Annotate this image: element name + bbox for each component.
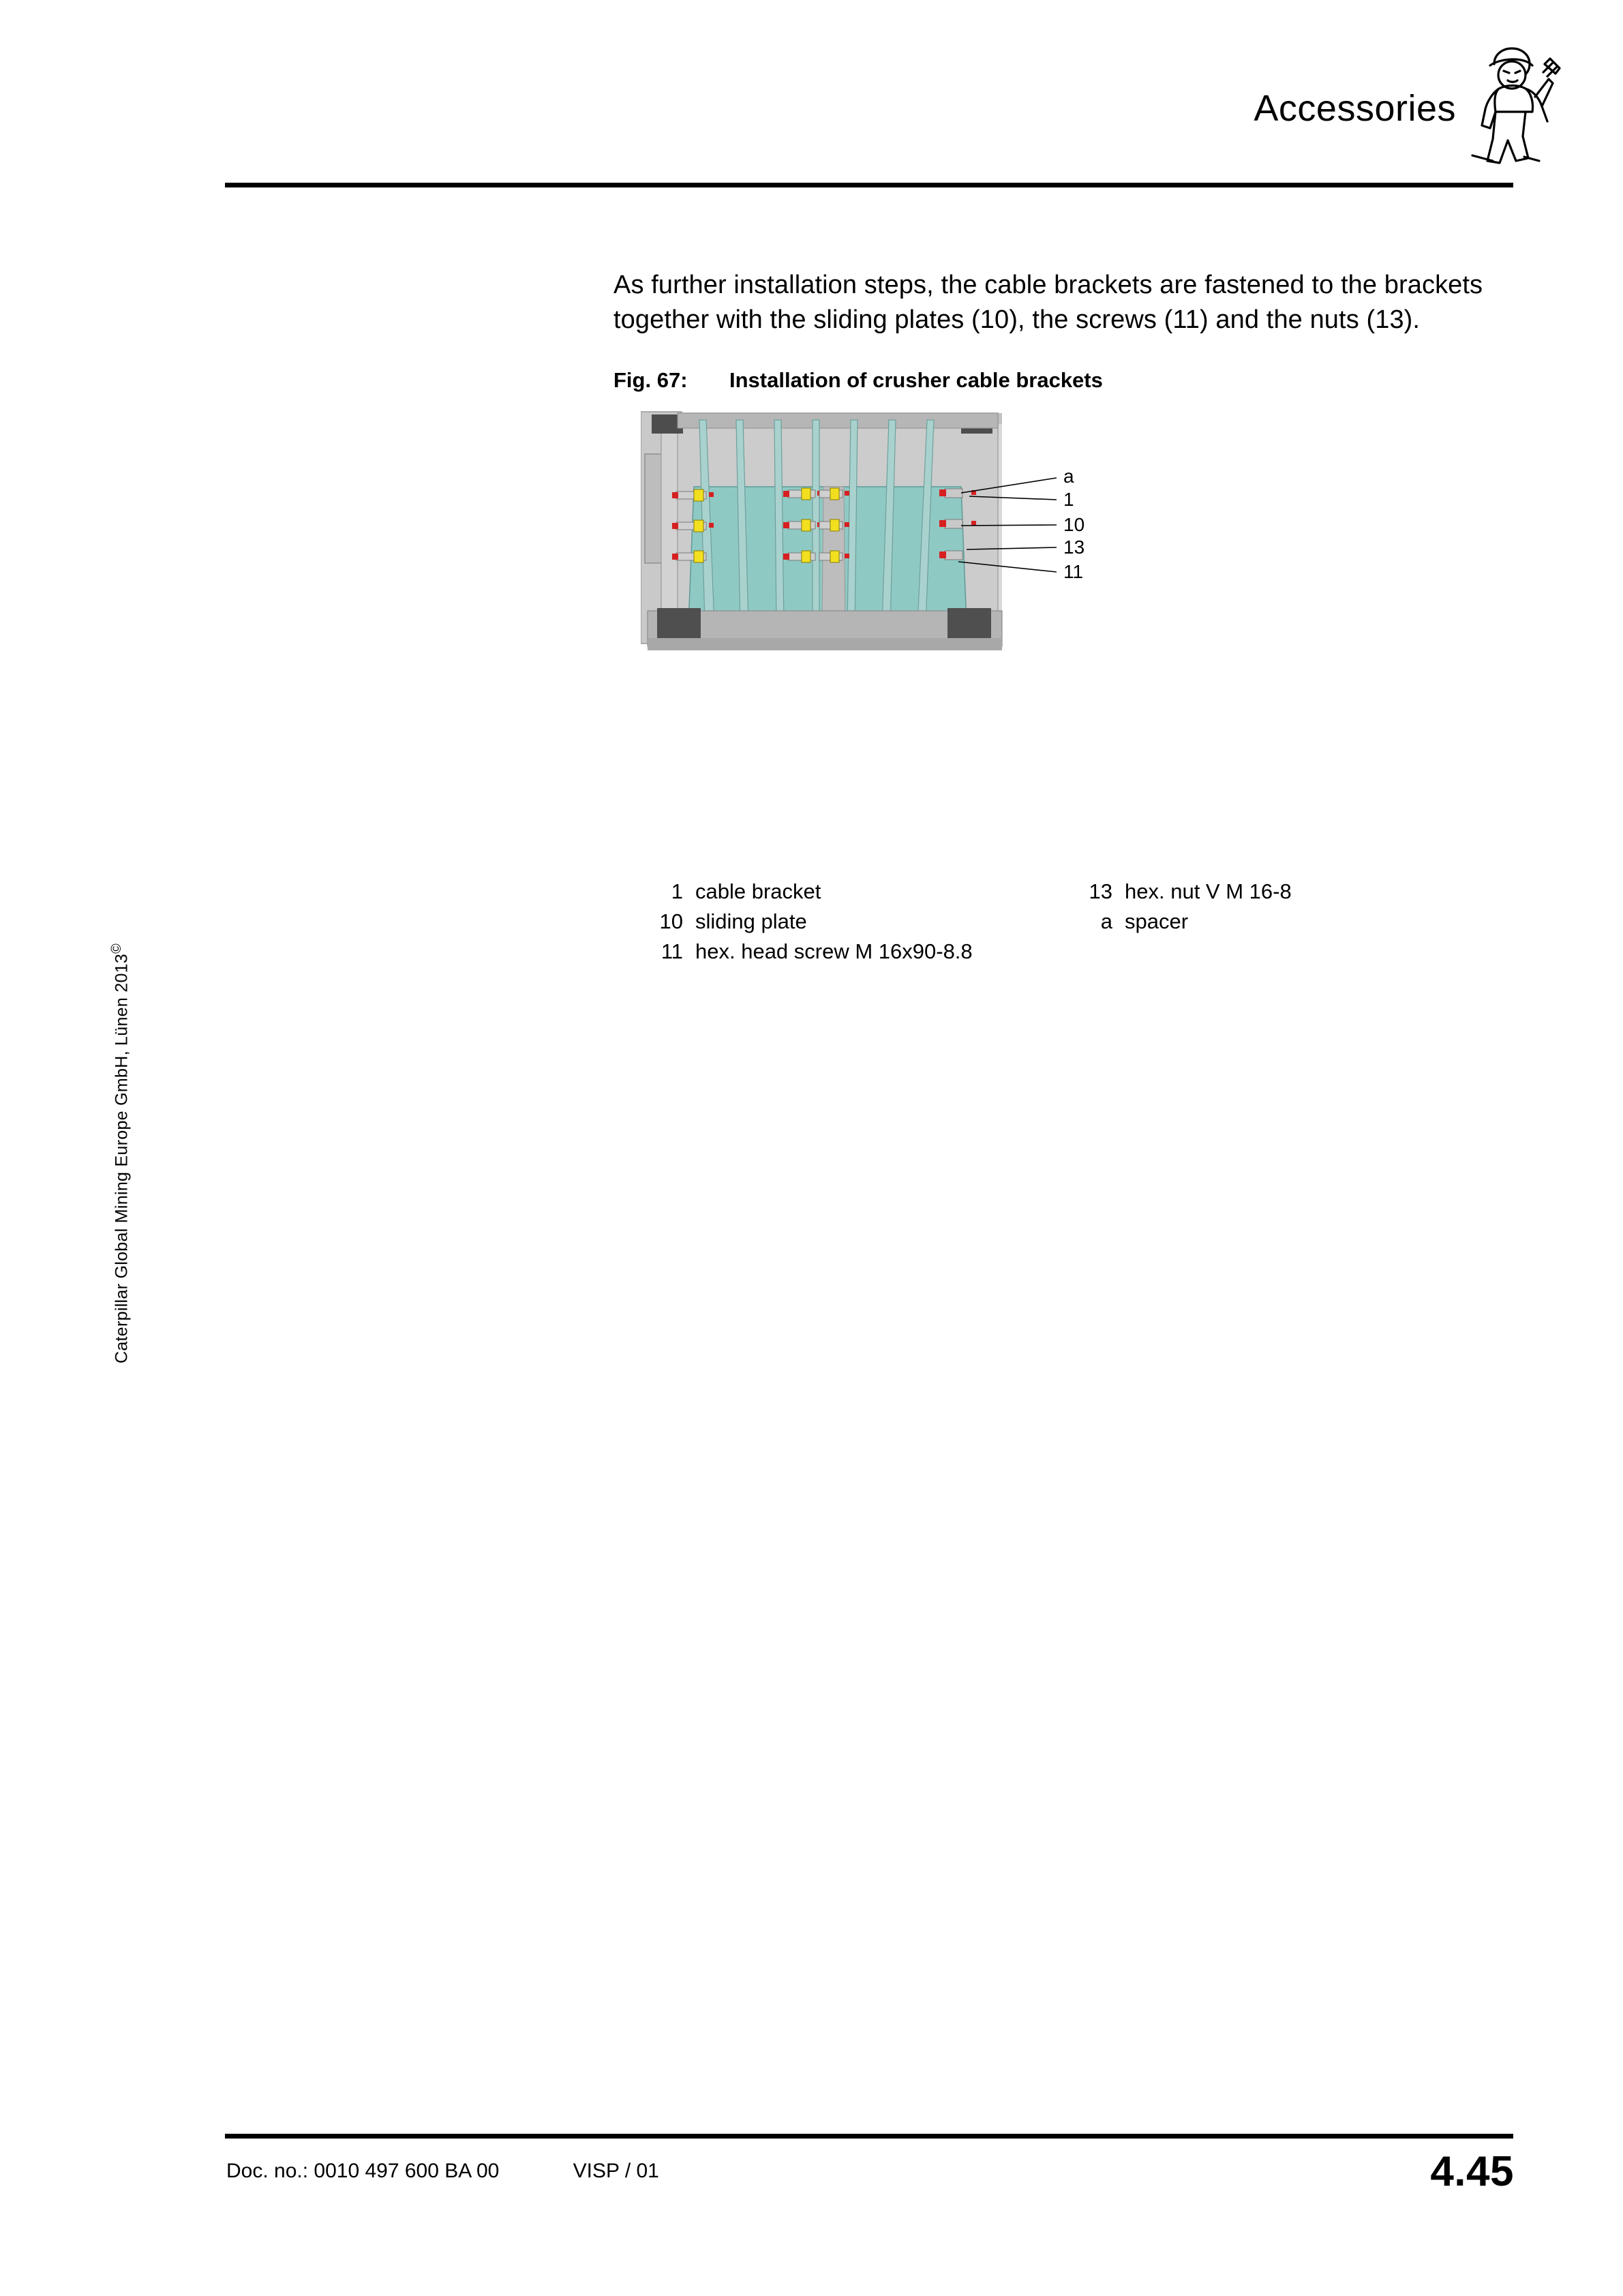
legend-text: cable bracket [695,879,821,904]
legend-number: 13 [1089,879,1112,904]
callout-11: 11 [1063,561,1084,583]
page-header [0,0,1623,205]
legend-text: hex. nut V M 16-8 [1125,879,1292,904]
legend-number: 10 [659,909,683,934]
figure-label: Fig. 67: [613,368,688,393]
page-number: 4.45 [1430,2148,1514,2195]
main-content [613,242,1513,964]
legend-item [1070,877,1292,907]
figure-caption [613,368,1513,393]
copyright-mark: © [109,943,124,954]
crusher-cable-bracket-illustration [641,406,1254,849]
legend-item [1070,907,1292,937]
footer-divider [225,2134,1513,2139]
footer-doc-number: Doc. no.: 0010 497 600 BA 00 [226,2160,500,2182]
worker-with-tool-icon [1463,41,1562,170]
legend-item [641,937,973,967]
footer-visp: VISP / 01 [573,2160,659,2182]
callout-13: 13 [1063,537,1085,558]
header-divider [225,183,1513,187]
callout-1: 1 [1063,489,1074,511]
figure-image [641,406,1254,849]
legend-item [641,877,973,907]
callout-a: a [1063,466,1074,487]
footer-info [226,2160,659,2183]
legend-text: sliding plate [695,909,807,934]
legend-column-left [641,877,973,967]
legend-column-right [1070,877,1292,937]
legend-number: 1 [671,879,683,904]
legend-item [641,907,973,937]
figure-wrapper [613,406,1513,870]
callout-10: 10 [1063,514,1085,536]
side-copyright [109,943,132,1363]
intro-paragraph: As further installation steps, the cable brackets are fastened to the brackets together with the sliding plates (10), the screws (11) and the nuts (13). [613,271,1483,334]
legend-number: a [1100,909,1112,934]
figure-caption-text: Installation of crusher cable brackets [729,368,1103,393]
side-copyright-text: Caterpillar Global Mining Europe GmbH, Lünen 2013 [112,953,132,1363]
legend-text: spacer [1125,909,1189,934]
legend-text: hex. head screw M 16x90-8.8 [695,939,973,964]
page-title: Accessories [1254,88,1456,129]
legend-number: 11 [661,939,683,964]
